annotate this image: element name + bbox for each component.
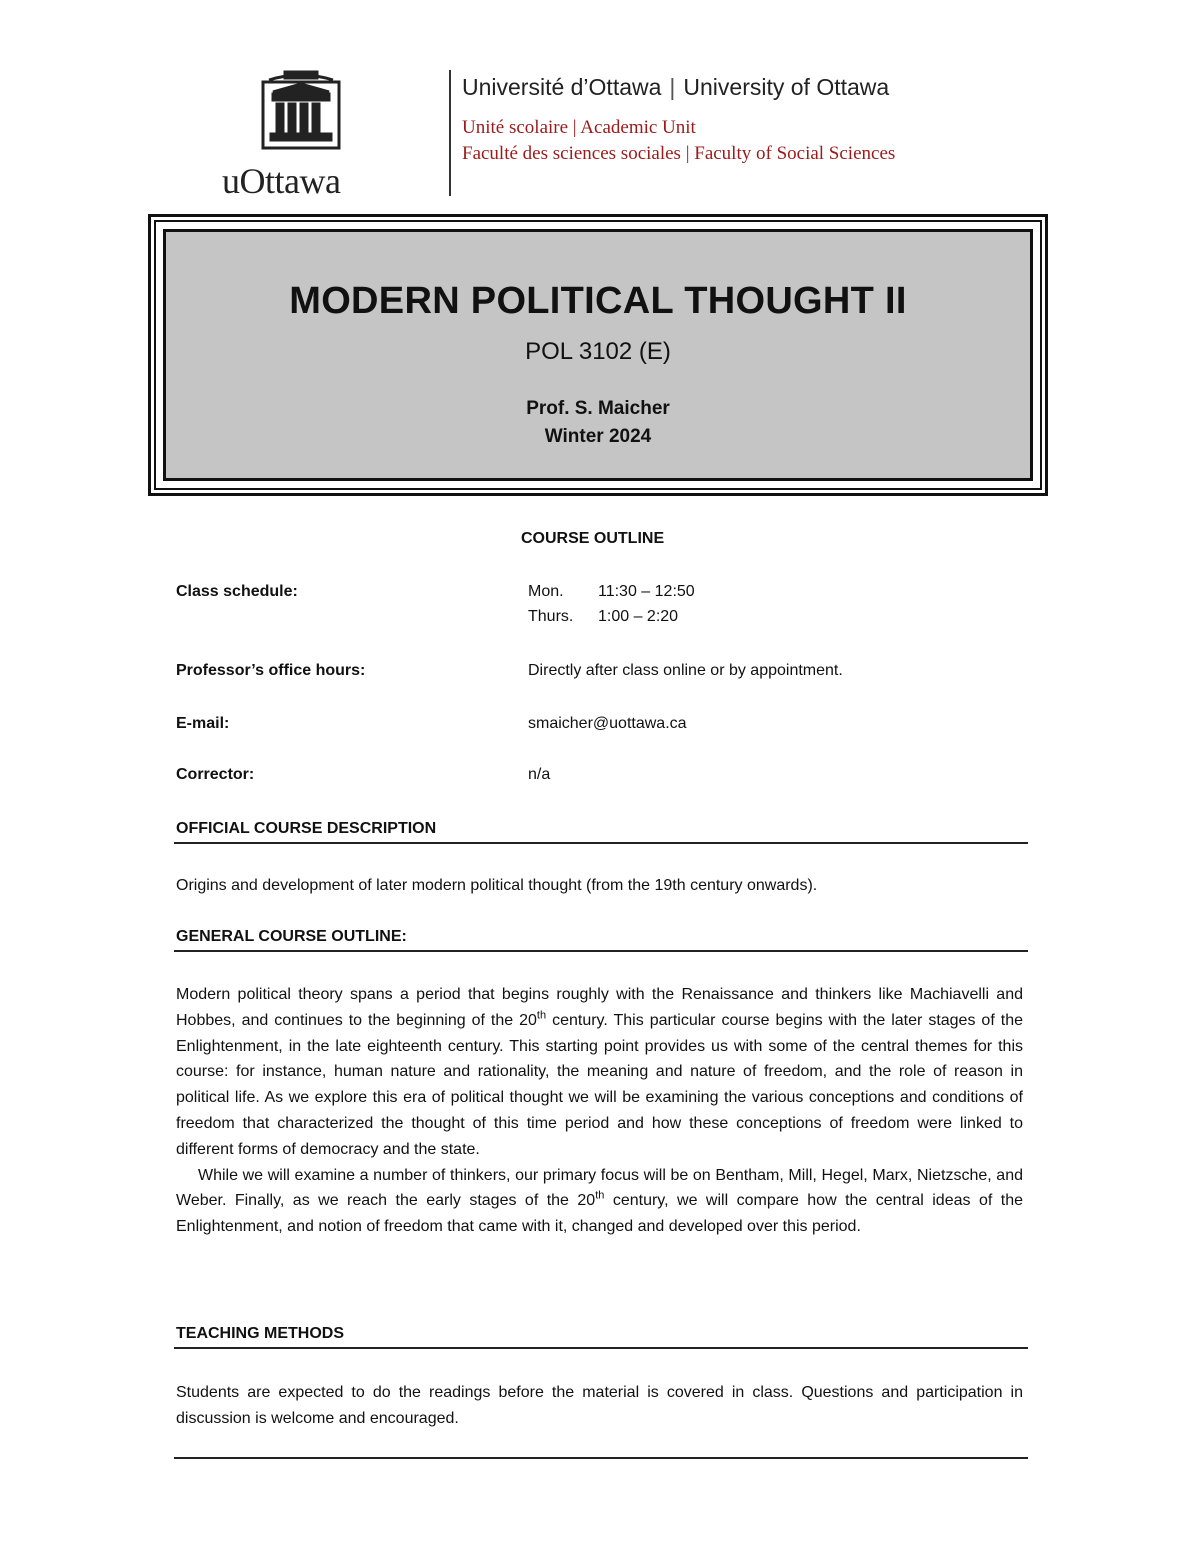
office-hours-value: Directly after class online or by appointment. — [528, 662, 843, 679]
section-heading-official: OFFICIAL COURSE DESCRIPTION — [176, 820, 437, 837]
academic-unit-line: Unité scolaire | Academic Unit — [462, 117, 696, 138]
class-schedule-label: Class schedule: — [176, 583, 298, 600]
email-link[interactable]: smaicher@uottawa.ca — [528, 715, 687, 732]
course-outline-heading: COURSE OUTLINE — [521, 530, 665, 547]
schedule-day: Thurs. — [528, 608, 574, 625]
corrector-label: Corrector: — [176, 766, 255, 783]
teaching-methods-text: Students are expected to do the readings before the material is covered in class. Questions and participation in discussion is welcome and encouraged. — [176, 1384, 1023, 1427]
section-heading-general: GENERAL COURSE OUTLINE: — [176, 928, 407, 945]
section-heading-teaching: TEACHING METHODS — [176, 1325, 344, 1342]
schedule-day: Mon. — [528, 583, 564, 600]
general-paragraph-2: While we will examine a number of thinkers, our primary focus will be on Bentham, Mill, Hegel, Marx, Nietzsche, and Weber. Finally, as we reach the early stages of the 20th century, we will compare how the central ideas of the Enlightenment, and notion of freedom that came with it, changed and developed over this period. — [176, 1166, 1023, 1236]
university-name-en: University of Ottawa — [683, 74, 890, 100]
footer-rule — [174, 1457, 1028, 1459]
schedule-row — [528, 608, 678, 626]
general-outline-text — [176, 982, 1023, 1240]
section-rule — [174, 950, 1028, 952]
schedule-row — [528, 583, 695, 601]
section-rule — [174, 1347, 1028, 1349]
professor-name: Prof. S. Maicher — [526, 398, 670, 419]
corrector-value: n/a — [528, 766, 551, 783]
university-name — [462, 74, 889, 101]
schedule-time: 1:00 – 2:20 — [598, 608, 679, 625]
uottawa-wordmark: uOttawa — [222, 161, 341, 201]
email-label: E-mail: — [176, 715, 230, 732]
term: Winter 2024 — [544, 426, 652, 447]
header-divider — [449, 70, 451, 196]
schedule-time: 11:30 – 12:50 — [598, 583, 695, 600]
official-description-text: Origins and development of later modern political thought (from the 19th century onwards). — [176, 877, 818, 894]
section-rule — [174, 842, 1028, 844]
faculty-line: Faculté des sciences sociales | Faculty of Social Sciences — [462, 143, 896, 164]
university-name-fr: Université d’Ottawa — [462, 74, 662, 100]
general-paragraph-1: Modern political theory spans a period that begins roughly with the Renaissance and thinkers like Machiavelli and Hobbes, and continues to the beginning of the 20th century. This particular course begins with the later stages of the Enlightenment, in the late eighteenth century. This starting point provides us with some of the central themes for this course: for instance, human nature and rationality, the meaning and nature of freedom, and the role of reason in political life. As we explore this era of political thought we will be examining the various conceptions and conditions of freedom that characterized the thought of this time period and how these conceptions of freedom were linked to different forms of democracy and the state. — [176, 986, 1023, 1158]
office-hours-label: Professor’s office hours: — [176, 662, 366, 679]
name-separator: | — [669, 74, 676, 100]
course-title: MODERN POLITICAL THOUGHT II — [289, 280, 907, 322]
course-code: POL 3102 (E) — [525, 338, 671, 365]
